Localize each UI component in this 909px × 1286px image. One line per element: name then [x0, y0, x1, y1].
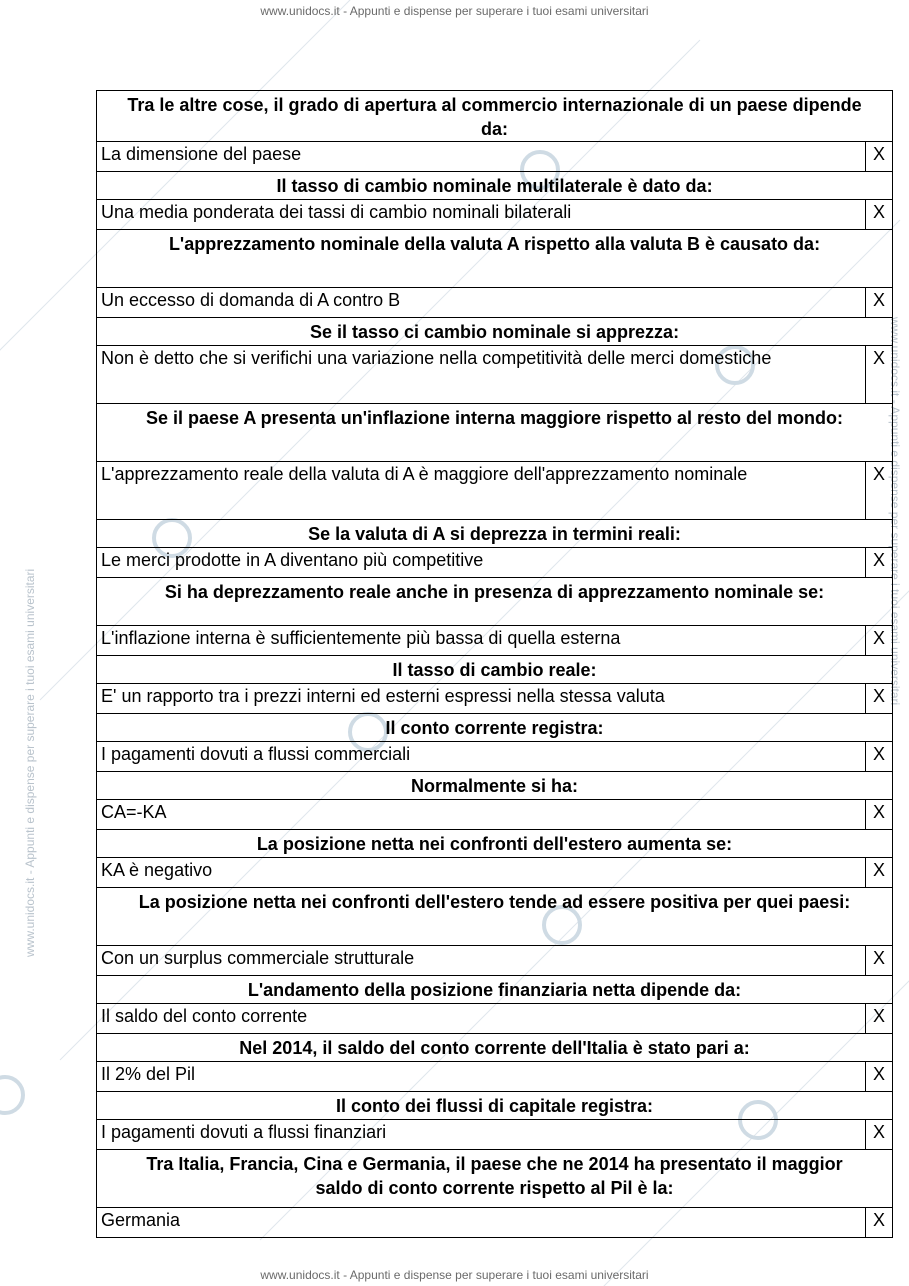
answer-row [97, 1120, 893, 1150]
answer-mark: X [866, 1062, 893, 1092]
answer-mark: X [866, 1120, 893, 1150]
answer-text: Germania [97, 1208, 866, 1238]
qa-table [96, 90, 893, 1238]
question-row [97, 830, 893, 858]
footer-watermark-text: www.unidocs.it - Appunti e dispense per superare i tuoi esami universitari [260, 1268, 649, 1282]
question-text: Si ha deprezzamento reale anche in presenza di apprezzamento nominale se: [97, 578, 893, 626]
question-row [97, 714, 893, 742]
question-row [97, 404, 893, 462]
answer-mark: X [866, 346, 893, 404]
question-row [97, 520, 893, 548]
answer-text: L'apprezzamento reale della valuta di A è maggiore dell'apprezzamento nominale [97, 462, 866, 520]
answer-mark: X [866, 288, 893, 318]
answer-text: Non è detto che si verifichi una variazione nella competitività delle merci domestiche [97, 346, 866, 404]
question-row [97, 772, 893, 800]
right-watermark-text: www.unidocs.it - Appunti e dispense per superare i tuoi esami universitari [888, 317, 902, 706]
answer-text: Le merci prodotte in A diventano più competitive [97, 548, 866, 578]
answer-row [97, 742, 893, 772]
question-text: La posizione netta nei confronti dell'estero tende ad essere positiva per quei paesi: [97, 888, 893, 946]
answer-row [97, 142, 893, 172]
question-text: Se la valuta di A si deprezza in termini reali: [97, 520, 893, 548]
answer-text: Con un surplus commerciale strutturale [97, 946, 866, 976]
answer-mark: X [866, 946, 893, 976]
answer-text: L'inflazione interna è sufficientemente più bassa di quella esterna [97, 626, 866, 656]
answer-mark: X [866, 548, 893, 578]
answer-text: Il 2% del Pil [97, 1062, 866, 1092]
answer-mark: X [866, 142, 893, 172]
answer-row [97, 1004, 893, 1034]
question-text: Il conto corrente registra: [97, 714, 893, 742]
question-text: Se il tasso ci cambio nominale si apprezza: [97, 318, 893, 346]
question-text: Tra Italia, Francia, Cina e Germania, il paese che ne 2014 ha presentato il maggior saldo di conto corrente rispetto al Pil è la: [97, 1150, 893, 1208]
question-row [97, 91, 893, 142]
question-row [97, 1150, 893, 1208]
question-text: Normalmente si ha: [97, 772, 893, 800]
answer-text: KA è negativo [97, 858, 866, 888]
answer-row [97, 626, 893, 656]
question-text: Il tasso di cambio reale: [97, 656, 893, 684]
question-text: La posizione netta nei confronti dell'estero aumenta se: [97, 830, 893, 858]
answer-row [97, 200, 893, 230]
answer-mark: X [866, 462, 893, 520]
answer-row [97, 462, 893, 520]
question-row [97, 230, 893, 288]
question-text: Il conto dei flussi di capitale registra: [97, 1092, 893, 1120]
question-row [97, 888, 893, 946]
answer-mark: X [866, 742, 893, 772]
answer-mark: X [866, 858, 893, 888]
question-row [97, 976, 893, 1004]
answer-mark: X [866, 1004, 893, 1034]
answer-text: Una media ponderata dei tassi di cambio nominali bilaterali [97, 200, 866, 230]
question-row [97, 578, 893, 626]
question-row [97, 318, 893, 346]
answer-text: Il saldo del conto corrente [97, 1004, 866, 1034]
answer-row [97, 548, 893, 578]
question-text: Nel 2014, il saldo del conto corrente dell'Italia è stato pari a: [97, 1034, 893, 1062]
answer-text: La dimensione del paese [97, 142, 866, 172]
question-text: Il tasso di cambio nominale multilaterale è dato da: [97, 172, 893, 200]
answer-row [97, 1062, 893, 1092]
answer-row [97, 800, 893, 830]
question-row [97, 1034, 893, 1062]
answer-text: I pagamenti dovuti a flussi commerciali [97, 742, 866, 772]
answer-row [97, 1208, 893, 1238]
question-text: Tra le altre cose, il grado di apertura al commercio internazionale di un paese dipende da: [97, 91, 893, 142]
answer-mark: X [866, 800, 893, 830]
answer-row [97, 288, 893, 318]
answer-row [97, 346, 893, 404]
answer-text: I pagamenti dovuti a flussi finanziari [97, 1120, 866, 1150]
question-text: L'andamento della posizione finanziaria netta dipende da: [97, 976, 893, 1004]
answer-mark: X [866, 626, 893, 656]
question-row [97, 656, 893, 684]
question-text: L'apprezzamento nominale della valuta A rispetto alla valuta B è causato da: [97, 230, 893, 288]
answer-mark: X [866, 200, 893, 230]
answer-row [97, 946, 893, 976]
answer-text: CA=-KA [97, 800, 866, 830]
answer-row [97, 858, 893, 888]
answer-mark: X [866, 684, 893, 714]
left-watermark-text: www.unidocs.it - Appunti e dispense per superare i tuoi esami universitari [23, 568, 37, 957]
answer-mark: X [866, 1208, 893, 1238]
question-row [97, 172, 893, 200]
answer-row [97, 684, 893, 714]
answer-text: E' un rapporto tra i prezzi interni ed esterni espressi nella stessa valuta [97, 684, 866, 714]
header-watermark-text: www.unidocs.it - Appunti e dispense per superare i tuoi esami universitari [260, 4, 649, 18]
question-row [97, 1092, 893, 1120]
question-text: Se il paese A presenta un'inflazione interna maggiore rispetto al resto del mondo: [97, 404, 893, 462]
answer-text: Un eccesso di domanda di A contro B [97, 288, 866, 318]
